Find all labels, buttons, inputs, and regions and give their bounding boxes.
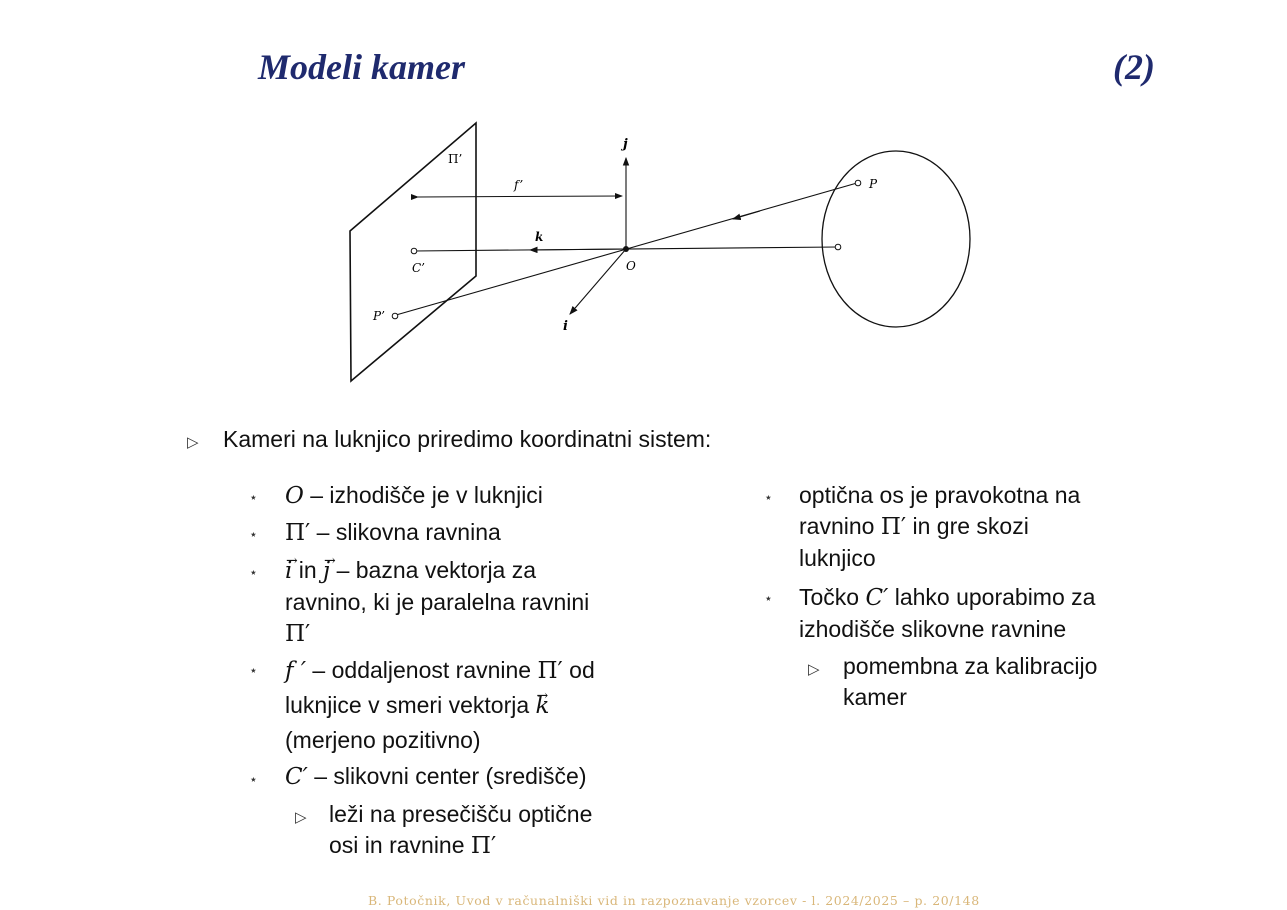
label-C-prime: C’ [412,261,425,275]
bullet-star-icon: ⋆ [764,489,773,505]
left-bullet-3: → i in → j – bazna vektorja za ravnino, ki je paralelna ravnini Π′ [285,555,645,650]
label-P: P [869,177,878,191]
label-P-prime: P’ [373,309,385,323]
label-O: O [626,259,636,273]
left-sub-bullet: leži na presečišču optične osi in ravnine Π′ [329,801,593,859]
ray-arrow [733,211,760,219]
label-k: k [535,230,544,244]
point-P-prime [392,313,398,319]
left-bullet-1: O – izhodišče je v luknjici [285,482,543,509]
k-axis-arrow [530,249,626,250]
left-bullet-5: C′ – slikovni center (središče) [285,763,587,790]
bullet-star-icon: ⋆ [249,489,258,505]
label-Pi-prime: Π’ [448,152,463,166]
label-j: j [623,137,628,152]
i-axis [570,249,626,314]
bullet-star-icon: ⋆ [249,526,258,542]
right-bullet-2: Točko C′ lahko uporabimo za izhodišče slikovne ravnine [799,584,1096,642]
label-f-prime: f’ [514,178,524,192]
point-C-prime [411,248,417,254]
bullet-triangle-icon: ▷ [295,809,307,826]
right-sub-bullet: pomembna za kalibracijo kamer [843,653,1098,710]
f-prime-dimension [418,196,622,197]
bullet-star-icon: ⋆ [249,771,258,787]
bullet-star-icon: ⋆ [764,590,773,606]
slide-title: Modeli kamer [258,47,465,87]
bullet-triangle-icon: ▷ [187,434,199,451]
left-bullet-4: f ′ – oddaljenost ravnine Π′ od luknjice v smeri vektorja → k (merjeno pozitivno) [285,653,665,757]
right-bullet-1: optična os je pravokotna na ravnino Π′ in gre skozi luknjico [799,482,1081,571]
left-bullet-2: Π′ – slikovna ravnina [285,519,501,546]
intro-text: Kameri na luknjico priredimo koordinatni sistem: [223,426,712,452]
label-i: i [563,319,568,334]
origin-point [623,246,629,252]
object-sphere [822,151,970,327]
point-sphere-center [835,244,841,250]
bullet-triangle-icon: ▷ [808,661,820,678]
bullet-star-icon: ⋆ [249,564,258,580]
slide-number: (2) [1113,47,1155,87]
bullet-star-icon: ⋆ [249,662,258,678]
footer: B. Potočnik, Uvod v računalniški vid in razpoznavanje vzorcev - l. 2024/2025 – p. 20/148 [368,893,980,908]
point-P [855,180,861,186]
